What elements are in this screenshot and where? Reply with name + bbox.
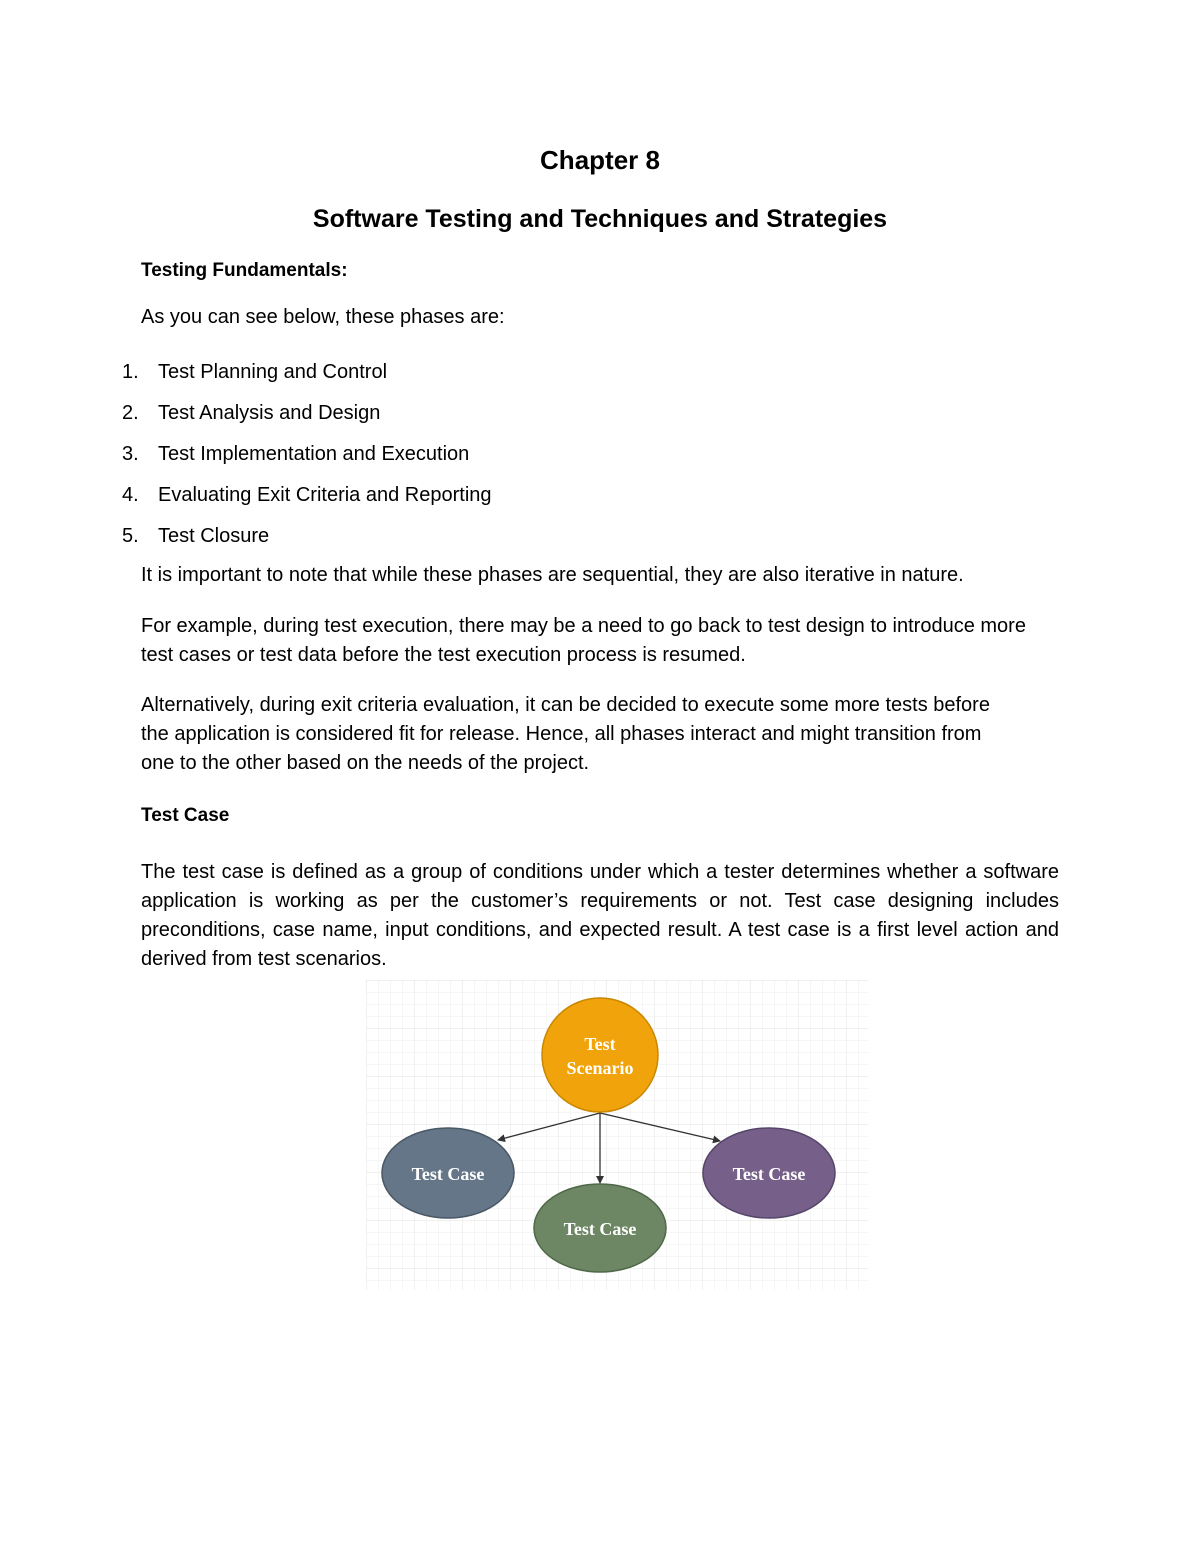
- phase-number: 2.: [122, 402, 139, 424]
- test-case-heading: Test Case: [141, 805, 230, 826]
- example-paragraph: For example, during test execution, there may be a need to go back to test design to introduce more test cases or test data before the test execution process is resumed.: [141, 615, 1026, 666]
- diagram-canvas: [366, 980, 868, 1290]
- test-case-node-right: [703, 1128, 835, 1218]
- alternative-paragraph: Alternatively, during exit criteria evaluation, it can be decided to execute some more tests before the application is considered fit for release. Hence, all phases interact and might transition from one to the other based on the needs of the project.: [141, 694, 990, 774]
- phase-label: Test Analysis and Design: [158, 402, 381, 424]
- phase-number: 5.: [122, 525, 139, 547]
- phase-number: 4.: [122, 484, 139, 506]
- phase-item: [122, 399, 492, 440]
- chapter-number: Chapter 8: [540, 145, 660, 175]
- testing-fundamentals-heading: Testing Fundamentals:: [141, 260, 348, 281]
- phase-label: Test Planning and Control: [158, 361, 388, 383]
- test-scenario-node: [542, 998, 658, 1112]
- test-case-label: Test Case: [563, 1219, 637, 1239]
- test-case-node-center: [534, 1184, 666, 1272]
- phase-label: Evaluating Exit Criteria and Reporting: [158, 484, 492, 506]
- phases-intro: As you can see below, these phases are:: [141, 306, 505, 328]
- test-scenario-shape: [542, 998, 658, 1112]
- phase-item: [122, 522, 492, 563]
- phase-list: [122, 358, 492, 563]
- phase-item: [122, 440, 492, 481]
- phase-number: 1.: [122, 361, 139, 383]
- iterative-paragraph: It is important to note that while these phases are sequential, they are also iterative in nature.: [141, 564, 964, 586]
- phase-item: [122, 358, 492, 399]
- phase-item: [122, 481, 492, 522]
- phase-label: Test Implementation and Execution: [158, 443, 470, 465]
- test-case-paragraph: The test case is defined as a group of conditions under which a tester determines whether a software application is working as per the customer’s requirements or not. Test case designing includes preconditions, case name, input conditions, and expected result. A test case is a first level action and derived from test scenarios.: [141, 861, 1059, 970]
- phase-number: 3.: [122, 443, 139, 465]
- test-case-node-left: [382, 1128, 514, 1218]
- phase-label: Test Closure: [158, 525, 270, 547]
- test-scenario-label-line2: Scenario: [566, 1058, 634, 1078]
- test-case-label: Test Case: [732, 1164, 806, 1184]
- test-scenario-label-line1: Test: [584, 1034, 616, 1054]
- test-scenario-diagram: [366, 980, 868, 1290]
- test-case-label: Test Case: [411, 1164, 485, 1184]
- chapter-title: Software Testing and Techniques and Strategies: [312, 205, 888, 233]
